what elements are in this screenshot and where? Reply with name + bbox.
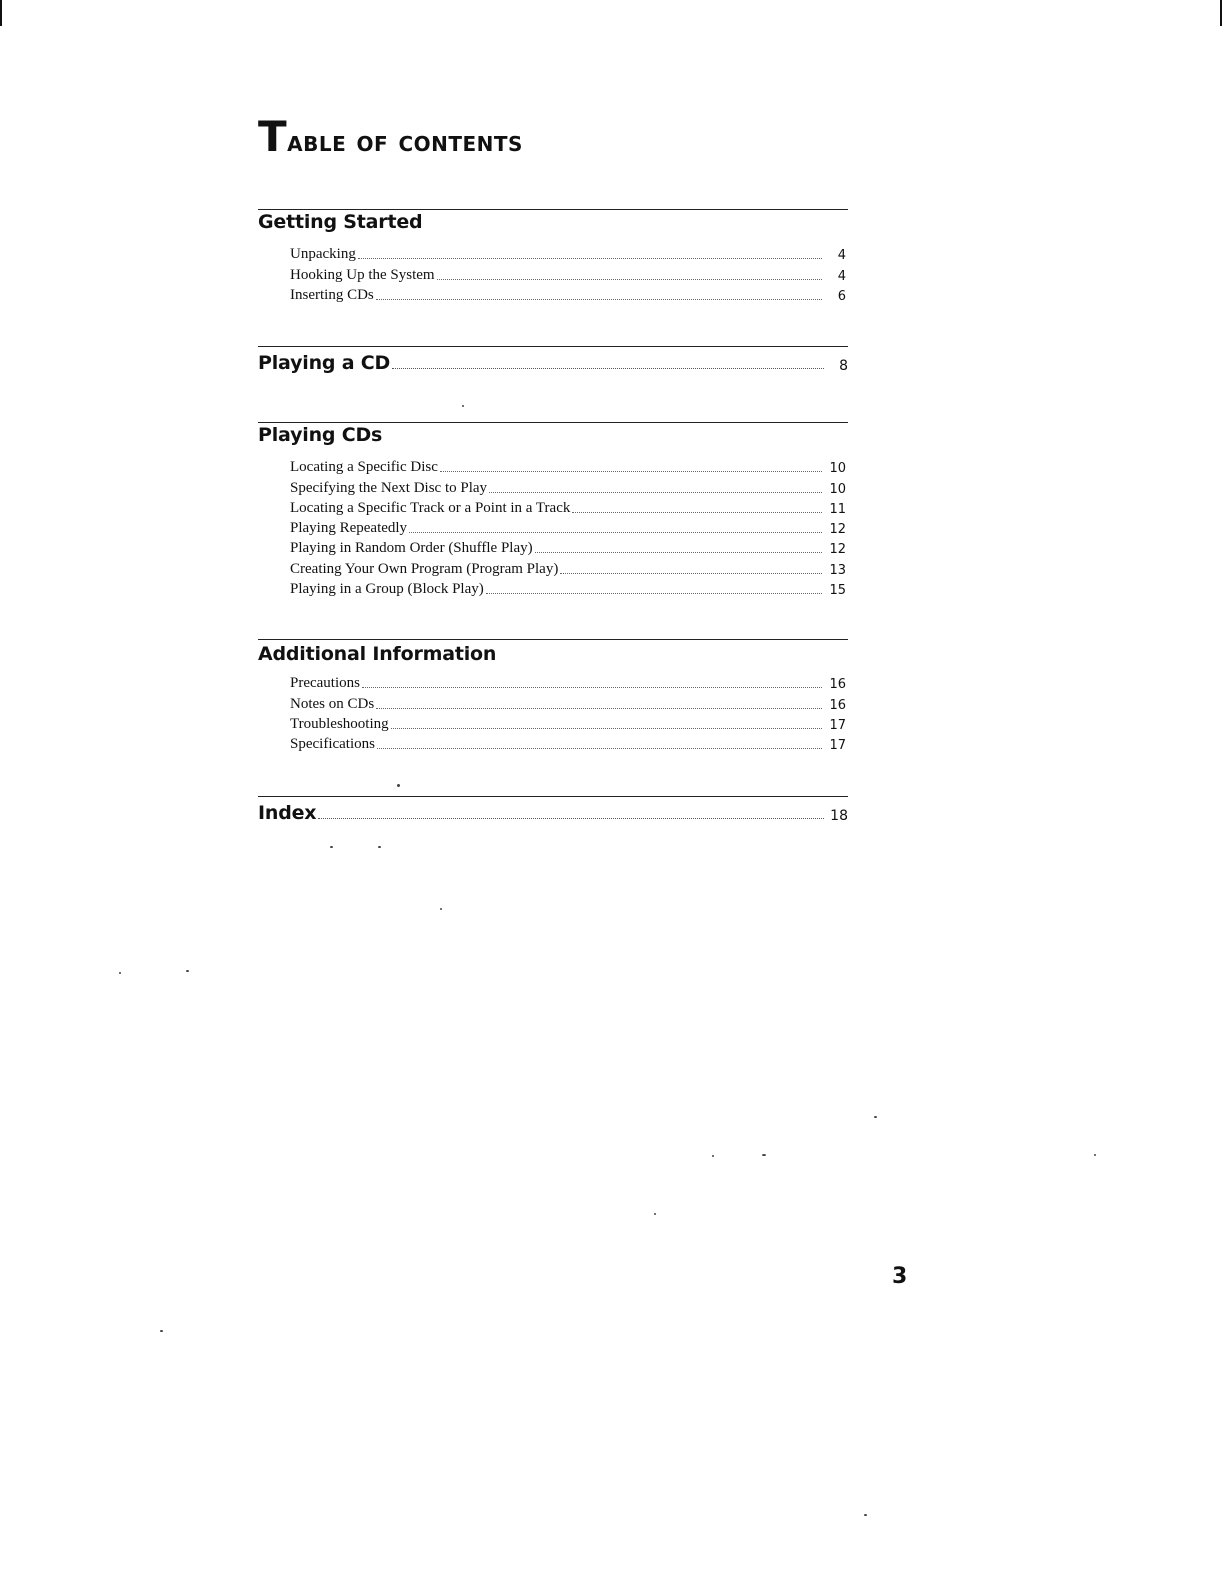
scan-speck [378, 846, 381, 848]
entry-list [290, 243, 846, 304]
toc-entry[interactable] [290, 733, 846, 753]
entry-label: Playing Repeatedly [290, 520, 408, 537]
entry-page-number: 12 [829, 542, 846, 558]
section-heading-row [258, 348, 848, 374]
scan-speck [160, 1330, 163, 1332]
entry-label: Hooking Up the System [290, 266, 435, 283]
toc-entry[interactable] [290, 476, 846, 496]
dot-leader [440, 471, 822, 472]
entry-page-number: 16 [829, 697, 846, 713]
toc-entry[interactable] [290, 456, 846, 476]
section-rule [258, 346, 848, 347]
section-rule [258, 422, 848, 423]
dot-leader [391, 728, 822, 729]
entry-page-number: 4 [837, 248, 846, 264]
dot-leader [358, 258, 822, 259]
entry-label: Troubleshooting [290, 715, 389, 732]
toc-section-additional-information [258, 639, 848, 759]
dot-leader [376, 708, 822, 709]
dot-leader [318, 818, 824, 819]
entry-page-number: 13 [829, 562, 846, 578]
toc-section-playing-cds [258, 422, 848, 602]
toc-entry[interactable] [290, 243, 846, 263]
entry-label: Specifications [290, 736, 375, 753]
toc-entry[interactable] [290, 672, 846, 692]
dot-leader [489, 492, 822, 493]
entry-label: Specifying the Next Disc to Play [290, 479, 488, 496]
entry-page-number: 11 [829, 501, 846, 517]
dot-leader [409, 532, 822, 533]
scan-edge-mark-left [0, 0, 2, 26]
scan-speck [712, 1155, 714, 1157]
toc-entry[interactable] [290, 537, 846, 557]
section-rule [258, 209, 848, 210]
entry-label: Locating a Specific Disc [290, 459, 438, 476]
dot-leader [486, 593, 822, 594]
toc-section-playing-a-cd[interactable] [258, 346, 848, 376]
scan-speck [462, 405, 464, 407]
toc-entry[interactable] [290, 713, 846, 733]
dot-leader [437, 279, 822, 280]
entry-label: Locating a Specific Track or a Point in a Track [290, 499, 571, 516]
dot-leader [392, 368, 824, 369]
section-rule [258, 639, 848, 640]
entry-page-number: 12 [829, 522, 846, 538]
section-page-number: 8 [839, 358, 848, 374]
entry-page-number: 17 [829, 717, 846, 733]
section-heading-row [258, 798, 848, 824]
toc-entry[interactable] [290, 497, 846, 517]
entry-page-number: 16 [829, 677, 846, 693]
page-number: 3 [892, 1264, 908, 1289]
entry-page-number: 6 [837, 288, 846, 304]
scan-edge-mark-right [1220, 0, 1222, 26]
toc-entry[interactable] [290, 517, 846, 537]
section-rule [258, 796, 848, 797]
dot-leader [560, 573, 822, 574]
dot-leader [377, 748, 822, 749]
scan-speck [654, 1213, 656, 1215]
scan-speck [186, 970, 189, 972]
scan-speck [864, 1514, 867, 1516]
toc-entry[interactable] [290, 578, 846, 598]
entry-label: Unpacking [290, 246, 356, 263]
entry-page-number: 17 [829, 738, 846, 754]
entry-label: Notes on CDs [290, 695, 375, 712]
dot-leader [376, 299, 822, 300]
scan-speck [1094, 1154, 1096, 1156]
entry-page-number: 15 [829, 583, 846, 599]
toc-entry[interactable] [290, 557, 846, 577]
entry-page-number: 4 [837, 268, 846, 284]
entry-list [290, 672, 846, 753]
entry-page-number: 10 [829, 481, 846, 497]
entry-label: Creating Your Own Program (Program Play) [290, 560, 559, 577]
toc-section-index[interactable] [258, 796, 848, 826]
section-heading: Playing CDs [258, 424, 383, 446]
section-heading: Getting Started [258, 211, 423, 233]
entry-label: Precautions [290, 675, 360, 692]
section-heading: Index [258, 802, 317, 824]
toc-entry[interactable] [290, 692, 846, 712]
entry-list [290, 456, 846, 598]
toc-entry[interactable] [290, 263, 846, 283]
toc-section-getting-started [258, 209, 848, 309]
scan-speck [874, 1116, 877, 1118]
toc-entry[interactable] [290, 284, 846, 304]
entry-label: Playing in a Group (Block Play) [290, 581, 484, 598]
section-heading: Additional Information [258, 643, 497, 665]
entry-page-number: 10 [829, 461, 846, 477]
section-page-number: 18 [830, 808, 848, 824]
scan-speck [397, 784, 400, 787]
scan-speck [440, 908, 442, 910]
entry-label: Playing in Random Order (Shuffle Play) [290, 540, 533, 557]
scan-speck [762, 1154, 766, 1156]
dot-leader [572, 512, 822, 513]
scan-speck [330, 846, 333, 848]
dot-leader [535, 552, 822, 553]
scan-speck [119, 972, 121, 974]
dot-leader [362, 687, 822, 688]
entry-label: Inserting CDs [290, 286, 374, 303]
section-heading: Playing a CD [258, 352, 391, 374]
page-title: Table of contents [258, 112, 523, 161]
